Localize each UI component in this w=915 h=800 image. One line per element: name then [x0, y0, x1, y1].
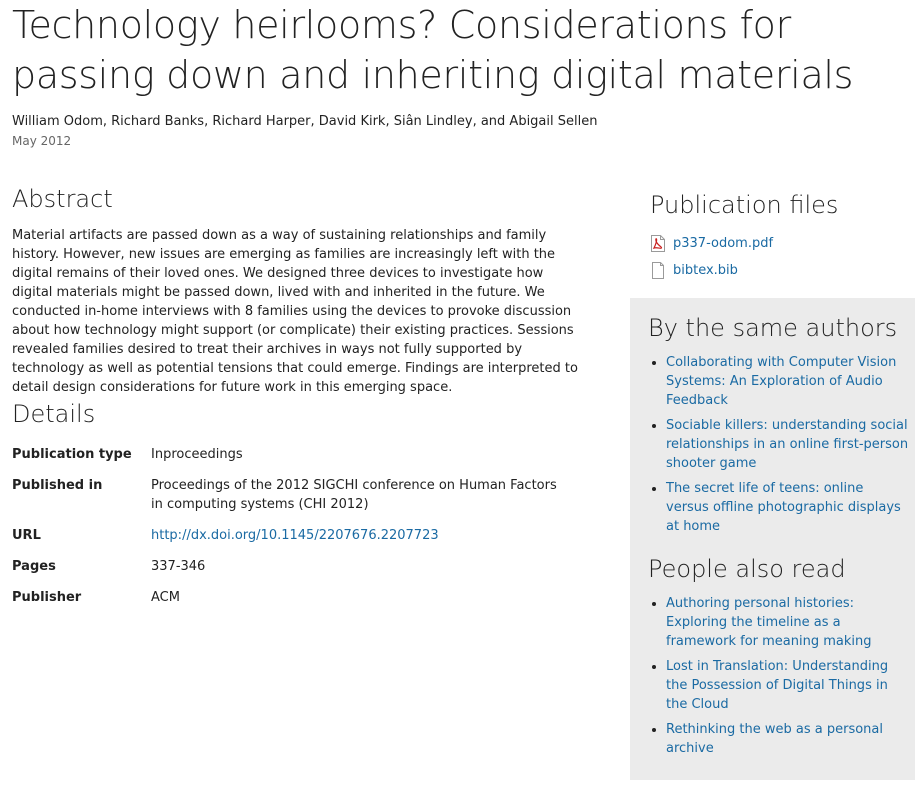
detail-value: Proceedings of the 2012 SIGCHI conference on Human Factors in computing systems (CHI 2012): [151, 478, 557, 512]
related-link[interactable]: Collaborating with Computer Vision Systems: An Exploration of Audio Feedback: [666, 355, 897, 408]
also-read-heading: People also read: [648, 555, 846, 583]
related-link[interactable]: The secret life of teens: online versus offline photographic displays at home: [666, 481, 901, 534]
authors: William Odom, Richard Banks, Richard Harper, David Kirk, Siân Lindley, and Abigail Sellen: [12, 114, 598, 129]
file-item-pdf: [650, 230, 910, 257]
detail-value: Inproceedings: [151, 447, 243, 462]
also-read-list: [630, 594, 915, 758]
list-item: [666, 657, 909, 714]
detail-label: Publication type: [12, 447, 132, 462]
related-link[interactable]: Authoring personal histories: Exploring the timeline as a framework for meaning making: [666, 596, 872, 649]
document-icon: [650, 262, 666, 279]
file-item-bib: [650, 257, 910, 284]
detail-row-pages: [12, 557, 571, 588]
abstract-text: Material artifacts are passed down as a way of sustaining relationships and family history. However, new issues are emerging as families are increasingly left with the digital remains of their loved ones. We designed three devices to investigate how digital materials might be passed down, lived with and inherited in the future. We conducted in-home interviews with 8 families using the devices to provoke discussion about how technology might support (or complicate) their existing practices. Sessions revealed families desired to treat their archives in ways not fully supported by technology as well as potential tensions that could emerge. Findings are interpreted to detail design considerations for future work in this emerging space.: [12, 228, 578, 395]
related-link[interactable]: Sociable killers: understanding social relationships in an online first-person shooter game: [666, 418, 909, 471]
detail-row-published-in: [12, 476, 571, 526]
detail-row-publisher: [12, 588, 571, 619]
files-heading: Publication files: [650, 191, 839, 219]
page-title: Technology heirlooms? Considerations for passing down and inheriting digital materials: [12, 3, 854, 97]
publication-date: May 2012: [12, 134, 72, 148]
main-content: [12, 182, 587, 619]
detail-row-url: [12, 526, 571, 557]
detail-label: Pages: [12, 559, 56, 574]
list-item: [666, 594, 909, 651]
detail-value: ACM: [151, 590, 180, 605]
related-link[interactable]: Lost in Translation: Understanding the Possession of Digital Things in the Cloud: [666, 659, 889, 712]
detail-label: Published in: [12, 478, 103, 493]
related-sidebar: [630, 298, 915, 780]
detail-label: Publisher: [12, 590, 82, 605]
same-authors-heading: By the same authors: [648, 314, 898, 342]
doi-link[interactable]: http://dx.doi.org/10.1145/2207676.2207723: [151, 528, 439, 543]
details-table: [12, 445, 571, 619]
publication-files: [650, 188, 910, 284]
same-authors-list: [630, 353, 915, 536]
list-item: [666, 479, 909, 536]
detail-label: URL: [12, 528, 41, 543]
related-link[interactable]: Rethinking the web as a personal archive: [666, 722, 883, 756]
details-heading: Details: [12, 400, 96, 428]
file-link-bib[interactable]: bibtex.bib: [673, 263, 738, 278]
detail-row-type: [12, 445, 571, 476]
pdf-icon: [650, 235, 666, 252]
abstract-heading: Abstract: [12, 185, 113, 213]
detail-value: 337-346: [151, 559, 206, 574]
list-item: [666, 416, 909, 473]
list-item: [666, 353, 909, 410]
file-link-pdf[interactable]: p337-odom.pdf: [673, 236, 774, 251]
list-item: [666, 720, 909, 758]
